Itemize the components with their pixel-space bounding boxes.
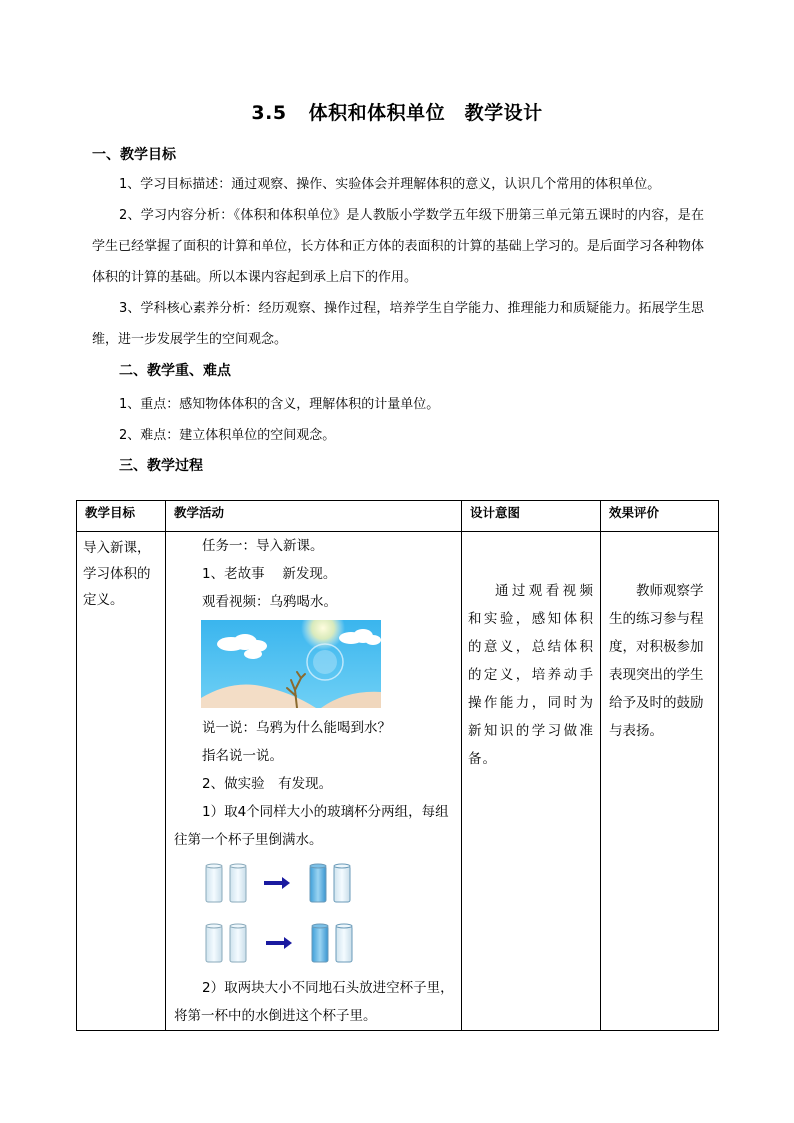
crow-drinking-video-image bbox=[201, 620, 381, 708]
glass-cups-illustration bbox=[204, 862, 374, 974]
title-text: 体积和体积单位 教学设计 bbox=[308, 102, 543, 124]
header-evaluation: 效果评价 bbox=[601, 501, 719, 532]
header-design: 设计意图 bbox=[462, 501, 601, 532]
teaching-process-table bbox=[76, 500, 719, 1031]
key-point-line: 1、重点：感知物体体积的含义，理解体积的计量单位。 bbox=[119, 397, 440, 412]
paragraph-goal-description: 1、学习目标描述：通过观察、操作、实验体会并理解体积的意义，认识几个常用的体积单位。 bbox=[119, 177, 661, 192]
header-activity: 教学活动 bbox=[166, 501, 462, 532]
activity-old-story: 1、老故事 新发现。 bbox=[202, 566, 337, 582]
activity-step-one: 1）取4个同样大小的玻璃杯分两组，每组往第一个杯子里倒满水。 bbox=[174, 804, 449, 848]
activity-experiment: 2、做实验 有发现。 bbox=[202, 776, 333, 792]
activity-watch-video: 观看视频：乌鸦喝水。 bbox=[202, 594, 337, 610]
section-heading-key-points: 二、教学重、难点 bbox=[119, 363, 231, 379]
activity-task-one: 任务一：导入新课。 bbox=[202, 538, 324, 554]
cup-empty-icon bbox=[206, 864, 246, 902]
activity-name-say: 指名说一说。 bbox=[202, 748, 283, 764]
table-header-row bbox=[77, 501, 719, 532]
paragraph-core-literacy: 3、学科核心素养分析：经历观察、操作过程，培养学生自学能力、推理能力和质疑能力。拓展学生思维，进一步发展学生的空间观念。 bbox=[92, 301, 704, 347]
cell-design-intent: 通过观看视频和实验，感知体积的意义，总结体积的定义，培养动手操作能力，同时为新知识的学习做准备。 bbox=[462, 532, 601, 1031]
difficult-point-line: 2、难点：建立体积单位的空间观念。 bbox=[119, 428, 336, 443]
table-row bbox=[77, 532, 719, 1031]
cell-evaluation: 教师观察学生的练习参与程度，对积极参加表现突出的学生给予及时的鼓励与表扬。 bbox=[601, 532, 719, 1031]
paragraph-content-analysis: 2、学习内容分析：《体积和体积单位》是人教版小学数学五年级下册第三单元第五课时的内容，是在学生已经掌握了面积的计算和单位，长方体和正方体的表面积的计算的基础上学习的。是后面学习各种物体体积的计算的基础。所以本课内容起到承上启下的作用。 bbox=[92, 208, 704, 285]
activity-say-why: 说一说：乌鸦为什么能喝到水？ bbox=[202, 720, 391, 736]
arrow-right-icon bbox=[264, 877, 290, 889]
page-title bbox=[0, 98, 794, 125]
section-heading-process: 三、教学过程 bbox=[119, 458, 203, 474]
activity-step-two: 2）取两块大小不同地石头放进空杯子里，将第一杯中的水倒进这个杯子里。 bbox=[174, 980, 454, 1024]
title-number: 3.5 bbox=[251, 102, 287, 124]
header-goal: 教学目标 bbox=[77, 501, 166, 532]
cell-goal: 导入新课，学习体积的定义。 bbox=[77, 532, 166, 1031]
section-heading-goals: 一、教学目标 bbox=[92, 147, 176, 163]
cell-activity bbox=[166, 532, 462, 1031]
